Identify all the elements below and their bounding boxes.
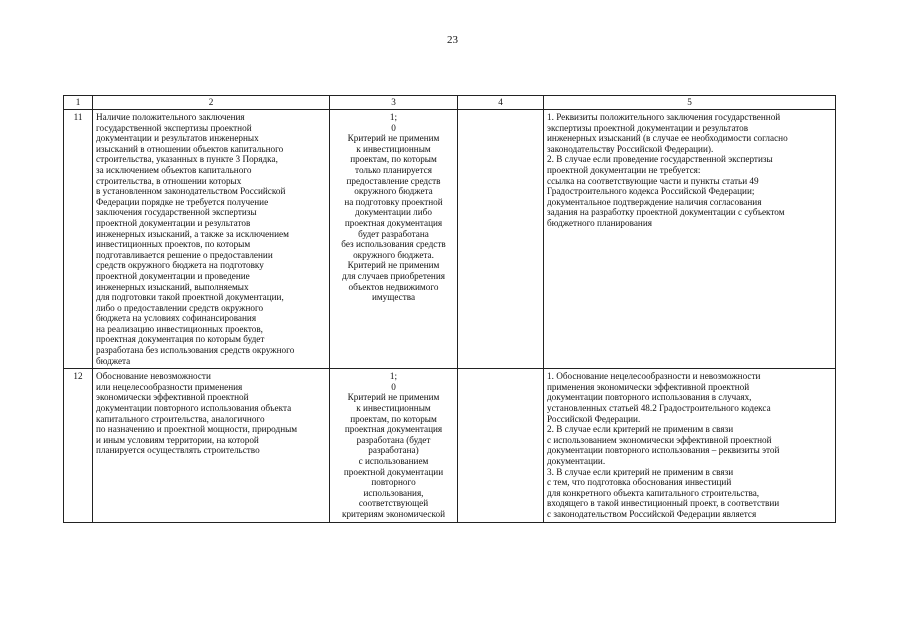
header-col-4: 4 xyxy=(458,96,544,110)
table-row xyxy=(64,110,836,369)
page-number: 23 xyxy=(447,34,458,46)
row-number: 12 xyxy=(64,369,93,522)
criterion-col4 xyxy=(458,110,544,369)
row-number: 11 xyxy=(64,110,93,369)
criterion-text: Наличие положительного заключения государственной экспертизы проектной документации и результатов инженерных изысканий в отношении объектов капитального строительства, указанных в пункте 3 Порядка, за исключением объектов капитального строительства, в отношении которых в установленном законодательством Российской Федерации порядке не требуется получение заключения государственной экспертизы проектной документации и результатов инженерных изысканий, а также за исключением инвестиционных проектов, по которым подготавливается решение о предоставлении средств окружного бюджета на подготовку проектной документации и проведение инженерных изысканий, выполняемых для подготовки такой проектной документации, либо о предоставлении средств окружного бюджета на условиях софинансирования на реализацию инвестиционных проектов, проектная документация по которым будет разработана без использования средств окружного бюджета xyxy=(93,110,330,369)
header-col-2: 2 xyxy=(93,96,330,110)
header-col-5: 5 xyxy=(544,96,836,110)
header-col-3: 3 xyxy=(330,96,458,110)
criteria-table xyxy=(63,95,836,523)
table-row xyxy=(64,369,836,522)
criterion-evidence: 1. Реквизиты положительного заключения государственной экспертизы проектной документации и результатов инженерных изысканий (в случае ее необходимости согласно законодательству Российской Федерации). 2. В случае если проведение государственной экспертизы проектной документации не требуется: ссылка на соответствующие части и пункты статьи 49 Градостроительного кодекса Российской Федерации; документальное подтверждение наличия согласования задания на разработку проектной документации с субъектом бюджетного планирования xyxy=(544,110,836,369)
criterion-evidence: 1. Обоснование нецелесообразности и невозможности применения экономически эффективной проектной документации повторного использования в случаях, установленных статьей 48.2 Градостроительного кодекса Российской Федерации. 2. В случае если критерий не применим в связи с использованием экономически эффективной проектной документации повторного использования – реквизиты этой документации. 3. В случае если критерий не применим в связи с тем, что подготовка обоснования инвестиций для конкретного объекта капитального строительства, входящего в такой инвестиционный проект, в соответствии с законодательством Российской Федерации является xyxy=(544,369,836,522)
header-row xyxy=(64,96,836,110)
criterion-value: 1; 0 Критерий не применим к инвестиционным проектам, по которым проектная документация разработана (будет разработана) с использованием проектной документации повторного использования, соответствующей критериям экономической xyxy=(330,369,458,522)
criterion-col4 xyxy=(458,369,544,522)
criterion-text: Обоснование невозможности или нецелесообразности применения экономически эффективной проектной документации повторного использования объекта капитального строительства, аналогичного по назначению и проектной мощности, природным и иным условиям территории, на которой планируется осуществлять строительство xyxy=(93,369,330,522)
header-col-1: 1 xyxy=(64,96,93,110)
criterion-value: 1; 0 Критерий не применим к инвестиционным проектам, по которым только планируется предоставление средств окружного бюджета на подготовку проектной документации либо проектная документация будет разработана без использования средств окружного бюджета. Критерий не применим для случаев приобретения объектов недвижимого имущества xyxy=(330,110,458,369)
